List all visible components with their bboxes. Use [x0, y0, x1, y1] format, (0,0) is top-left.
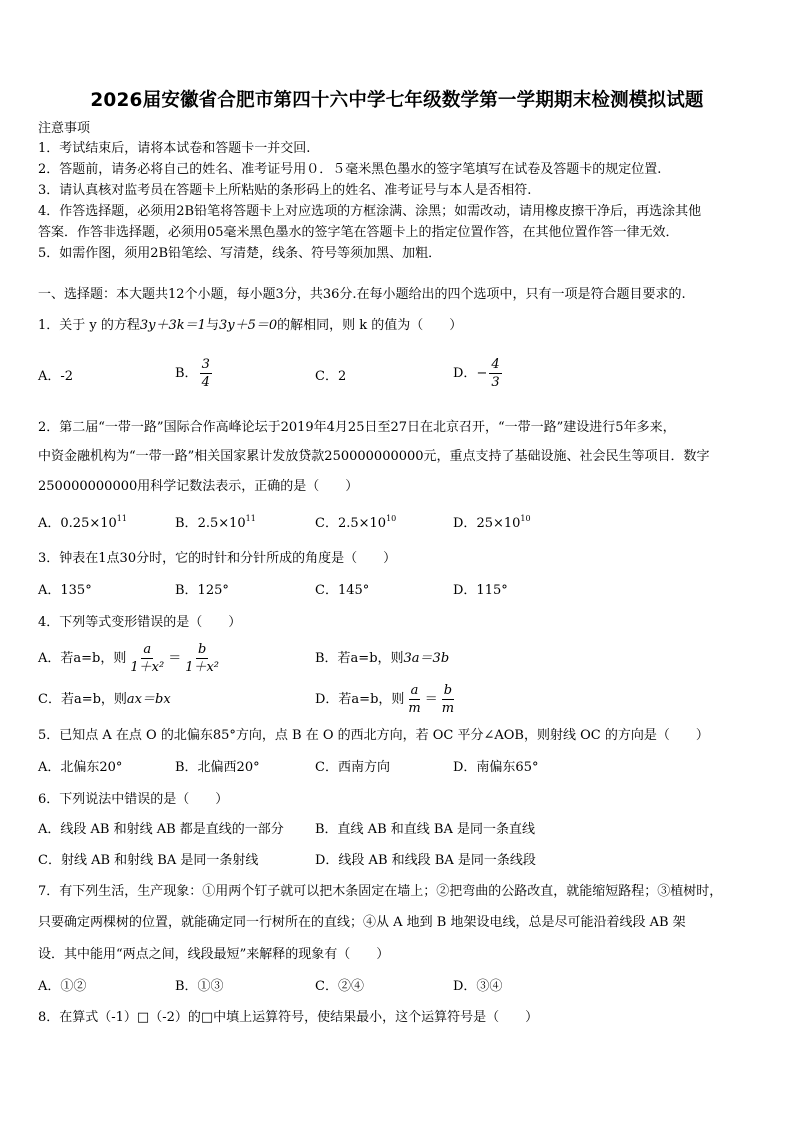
q5-option-d: D．南偏东65°	[453, 760, 539, 775]
notice-item-1: 1．考试结束后，请将本试卷和答题卡一并交回.	[38, 141, 311, 156]
q7-option-c: C．②④	[315, 979, 364, 994]
q2-option-a	[38, 516, 127, 532]
section-heading: 一、选择题：本大题共12个小题，每小题3分，共36分.在每小题给出的四个选项中，只有一项是符合题目要求的.	[38, 287, 686, 302]
q7-option-d: D．③④	[453, 979, 503, 994]
q4-option-a-fraction-2	[183, 641, 221, 676]
q4-option-d-fraction-1	[406, 682, 422, 717]
question-2-line-1: 2．第二届“一带一路”国际合作高峰论坛于2019年4月25日至27日在北京召开，“一带一路”建设进行5年多来，	[38, 420, 676, 435]
question-3-stem: 3．钟表在1点30分时，它的时针和分针所成的角度是（ ）	[38, 551, 397, 566]
question-2-line-2: 中资金融机构为“一带一路”相关国家累计发放贷款250000000000元，重点支持了基础设施、社会民生等项目．数字	[38, 449, 710, 464]
fraction-numerator: b	[443, 683, 453, 698]
q1-eq2: 3y＋5＝0	[218, 318, 278, 333]
option-base: 0.25×10	[60, 516, 117, 531]
option-base: 2.5×10	[197, 516, 246, 531]
q6-option-d: D．线段 AB 和线段 BA 是同一条线段	[315, 853, 536, 868]
question-5-stem: 5．已知点 A 在点 O 的北偏东85°方向，点 B 在 O 的西北方向，若 OC 平分∠AOB，则射线 OC 的方向是（ ）	[38, 728, 709, 743]
q1-option-b-fraction	[200, 356, 212, 391]
q1-option-a: A．-2	[38, 369, 74, 384]
q2-option-b	[175, 516, 256, 532]
equals-sign: ＝	[424, 692, 438, 707]
q4-option-a-label: A．若a=b，则	[38, 651, 127, 666]
q4-option-b	[315, 651, 449, 667]
fraction-denominator: 1＋x²	[185, 660, 220, 675]
question-6-stem: 6．下列说法中错误的是（ ）	[38, 792, 229, 807]
q4-option-b-expr: 3a＝3b	[403, 651, 450, 666]
q1-option-d-sign: −	[476, 366, 488, 381]
exam-title: 2026届安徽省合肥市第四十六中学七年级数学第一学期期末检测模拟试题	[90, 90, 704, 111]
q5-option-c: C．西南方向	[315, 760, 390, 775]
q2-option-d	[453, 516, 531, 532]
q4-option-b-label: B．若a=b，则	[315, 651, 404, 666]
option-label: D．	[453, 516, 477, 531]
question-7-line-3: 设．其中能用“两点之间，线段最短”来解释的现象有（ ）	[38, 947, 390, 962]
q4-option-d-label: D．若a=b，则	[315, 692, 405, 707]
option-base: 2.5×10	[337, 516, 387, 531]
q1-stem-pre: 1．关于 y 的方程	[38, 318, 140, 333]
notice-heading: 注意事项	[38, 121, 91, 136]
q1-eq1: 3y＋3k＝1	[139, 318, 206, 333]
notice-item-4-cont: 答案．作答非选择题，必须用05毫米黑色墨水的签字笔在答题卡上的指定位置作答，在其他位置作答一律无效．	[38, 225, 679, 240]
q1-option-d-label: D．	[453, 366, 477, 381]
q5-option-b: B．北偏西20°	[175, 760, 260, 775]
fraction-numerator: b	[197, 642, 207, 657]
q4-option-c	[38, 692, 171, 708]
q3-option-b: B．125°	[175, 583, 229, 598]
q6-option-c: C．射线 AB 和射线 BA 是同一条射线	[38, 853, 259, 868]
fraction-denominator: 3	[491, 375, 500, 390]
equals-sign: ＝	[168, 651, 182, 666]
q5-option-a: A．北偏东20°	[38, 760, 123, 775]
q7-option-a: A．①②	[38, 979, 87, 994]
question-2-line-3: 250000000000用科学记数法表示，正确的是（ ）	[38, 479, 359, 494]
q7-option-b: B．①③	[175, 979, 224, 994]
option-label: C．	[315, 516, 338, 531]
question-8-stem: 8．在算式（-1）□（-2）的□中填上运算符号，使结果最小，这个运算符号是（ ）	[38, 1010, 539, 1025]
fraction-denominator: 4	[201, 375, 210, 390]
q4-option-d	[315, 682, 458, 717]
option-exponent: 11	[116, 514, 127, 523]
fraction-numerator: a	[143, 642, 152, 657]
fraction-denominator: 1＋x²	[130, 660, 165, 675]
option-exponent: 10	[520, 514, 531, 523]
fraction-denominator: m	[441, 701, 455, 716]
q1-mid: 与	[205, 318, 219, 333]
q4-option-d-fraction-2	[440, 682, 456, 717]
option-exponent: 10	[386, 514, 397, 523]
q4-option-c-label: C．若a=b，则	[38, 692, 127, 707]
q4-option-a-fraction-1	[128, 641, 166, 676]
q2-option-c	[315, 516, 396, 532]
notice-item-5: 5．如需作图，须用2B铅笔绘、写清楚，线条、符号等须加黑、加粗．	[38, 246, 442, 261]
notice-item-3: 3．请认真核对监考员在答题卡上所粘贴的条形码上的姓名、准考证号与本人是否相符.	[38, 183, 532, 198]
q1-option-d-fraction	[489, 356, 501, 391]
question-4-stem: 4．下列等式变形错误的是（ ）	[38, 615, 242, 630]
question-1-stem	[38, 318, 758, 334]
question-7-line-1: 7．有下列生活，生产现象：①用两个钉子就可以把木条固定在墙上；②把弯曲的公路改直，就能缩短路程；③植树时，	[38, 884, 723, 899]
q1-stem-post: 的解相同，则 k 的值为（ ）	[277, 318, 463, 333]
option-base: 25×10	[476, 516, 521, 531]
q1-option-c: C．2	[315, 369, 347, 384]
option-exponent: 11	[245, 514, 256, 523]
q3-option-c: C．145°	[315, 583, 370, 598]
q4-option-a	[38, 641, 223, 676]
fraction-denominator: m	[408, 701, 421, 716]
question-7-line-2: 只要确定两棵树的位置，就能确定同一行树所在的直线；④从 A 地到 B 地架设电线，总是尽可能沿着线段 AB 架	[38, 915, 686, 930]
q1-option-d	[453, 356, 504, 391]
notice-item-4: 4．作答选择题，必须用2B铅笔将答题卡上对应选项的方框涂满、涂黑；如需改动，请用橡皮擦干净后，再选涂其他	[38, 204, 702, 219]
q3-option-a: A．135°	[38, 583, 92, 598]
q3-option-d: D．115°	[453, 583, 508, 598]
q6-option-b: B．直线 AB 和直线 BA 是同一条直线	[315, 822, 535, 837]
option-label: A．	[38, 516, 61, 531]
option-label: B．	[175, 516, 198, 531]
q1-option-b	[175, 356, 214, 391]
q1-option-b-label: B．	[175, 366, 198, 381]
fraction-numerator: 4	[491, 357, 500, 372]
fraction-numerator: 3	[201, 357, 210, 372]
notice-item-2: 2．答题前，请务必将自己的姓名、准考证号用０．５毫米黑色墨水的签字笔填写在试卷及答题卡的规定位置.	[38, 162, 662, 177]
fraction-numerator: a	[410, 683, 419, 698]
q4-option-c-expr: ax＝bx	[126, 692, 171, 707]
q6-option-a: A．线段 AB 和射线 AB 都是直线的一部分	[38, 822, 284, 837]
